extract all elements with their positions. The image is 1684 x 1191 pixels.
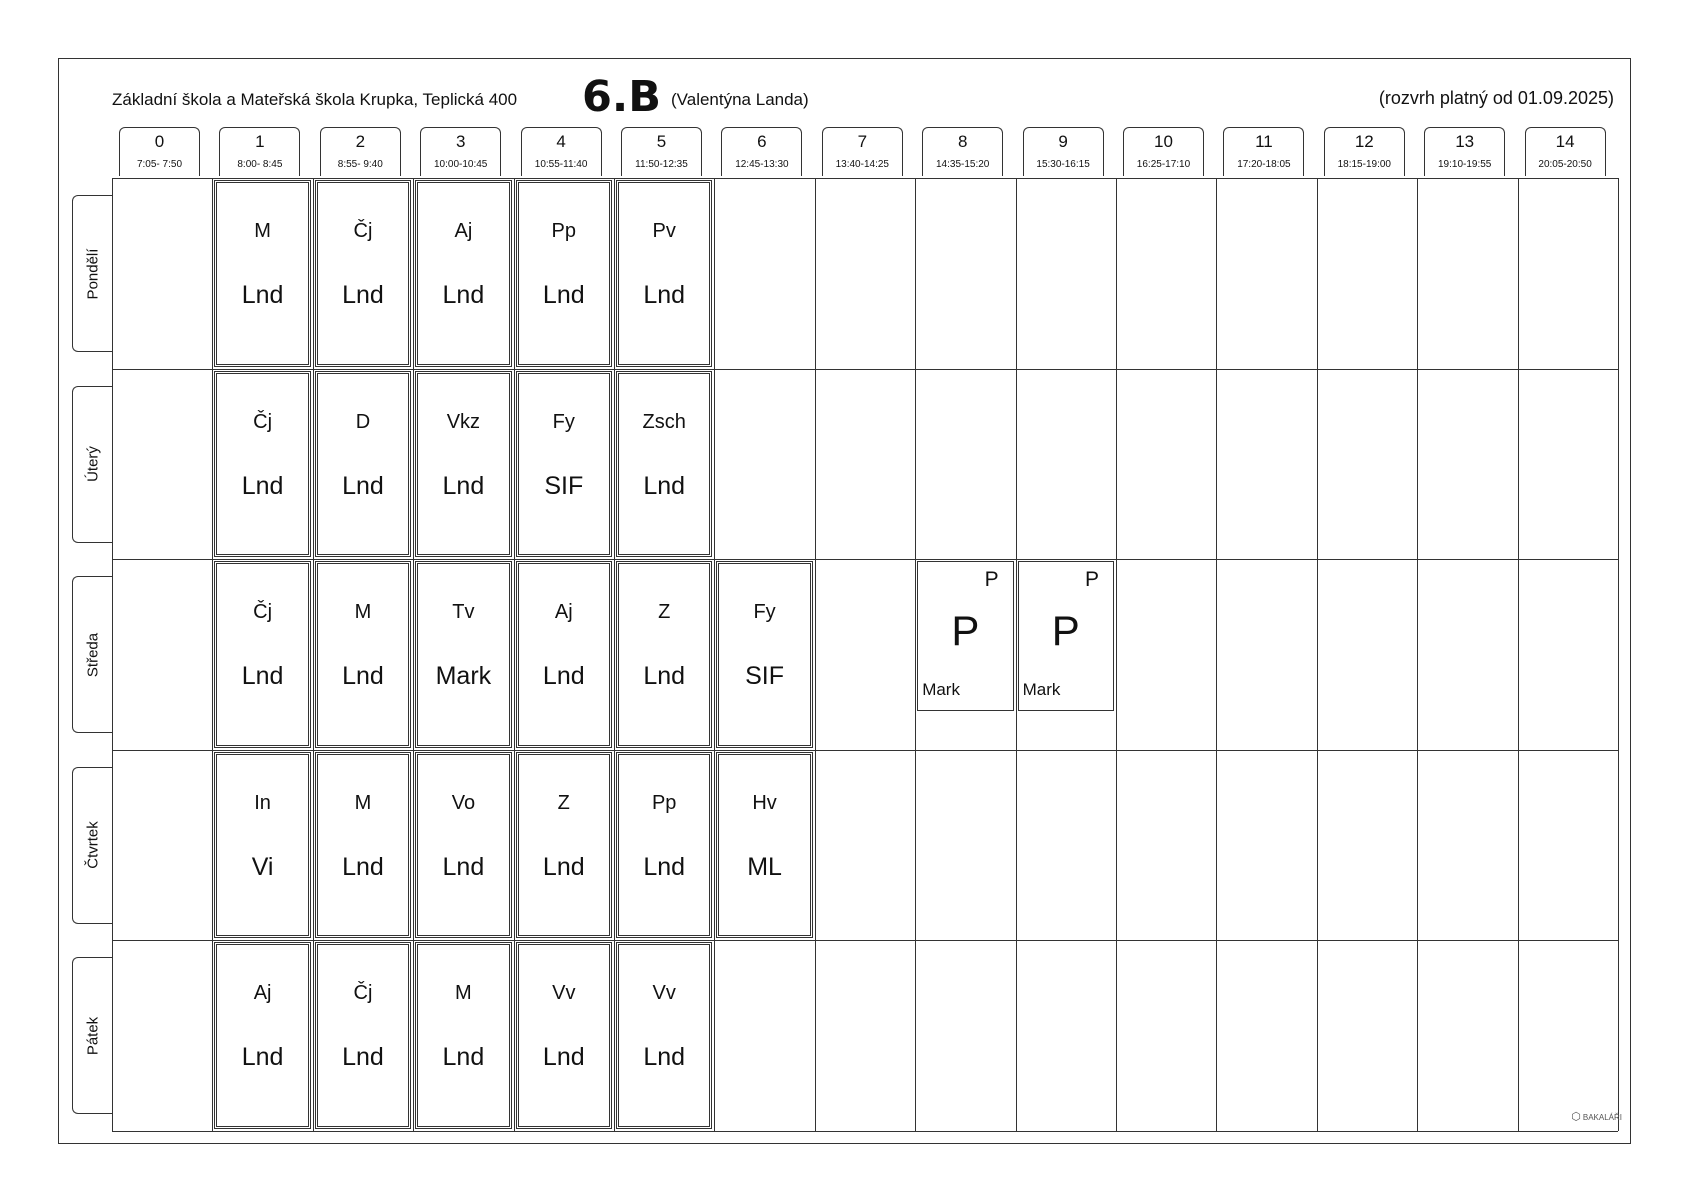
period-header-9 <box>1023 127 1104 176</box>
validity-date: (rozvrh platný od 01.09.2025) <box>1378 88 1614 108</box>
lesson-card[interactable] <box>214 371 310 558</box>
lesson-card[interactable] <box>315 942 411 1129</box>
lesson-card[interactable] <box>214 942 310 1129</box>
period-time: 20:05-20:50 <box>1538 159 1592 170</box>
lesson-subject: Vv <box>552 982 576 1005</box>
lesson-group: P <box>1084 568 1099 592</box>
lesson-card[interactable] <box>516 561 612 748</box>
lesson-teacher: Lnd <box>542 662 585 691</box>
grid-column-line <box>1518 178 1519 1131</box>
day-tab <box>72 195 112 352</box>
day-tab <box>72 767 112 924</box>
period-number: 4 <box>556 132 566 151</box>
grid-row-line <box>112 369 1618 370</box>
period-time: 12:45-13:30 <box>735 159 789 170</box>
lesson-subject: M <box>354 791 372 814</box>
grid-column-line <box>514 178 515 1131</box>
lesson-teacher: Lnd <box>442 1043 485 1072</box>
period-header-8 <box>922 127 1003 176</box>
period-header-7 <box>822 127 903 176</box>
day-label: Pátek <box>84 1016 101 1056</box>
lesson-card[interactable] <box>616 180 712 367</box>
lesson-subject: Čj <box>253 601 273 624</box>
day-tab <box>72 957 112 1114</box>
period-header-6 <box>721 127 802 176</box>
period-number: 5 <box>656 132 667 151</box>
lesson-teacher: Lnd <box>342 852 384 881</box>
grid-column-line <box>1116 178 1117 1131</box>
grid-column-line <box>1216 178 1217 1131</box>
period-number: 13 <box>1455 132 1475 151</box>
grid-column-line <box>1317 178 1318 1131</box>
period-time: 11:50-12:35 <box>635 159 688 170</box>
lesson-subject: M <box>354 601 372 624</box>
lesson-teacher: Lnd <box>542 1043 585 1072</box>
lesson-card[interactable] <box>415 561 511 748</box>
school-name: Základní škola a Mateřská škola Krupka, Teplická 400 <box>112 90 518 109</box>
day-label: Čtvrtek <box>84 821 101 870</box>
period-number: 7 <box>857 132 868 151</box>
lesson-teacher: Lnd <box>643 281 686 309</box>
lesson-teacher: Lnd <box>342 662 384 691</box>
lesson-teacher: Lnd <box>643 662 686 691</box>
lesson-card[interactable] <box>214 180 310 367</box>
logo-text: BAKALÁŘI <box>1582 1113 1622 1122</box>
lesson-subject: Pp <box>651 791 677 814</box>
lesson-subject: M <box>254 220 271 242</box>
lesson-teacher: ML <box>747 852 782 881</box>
lesson-card[interactable] <box>214 752 310 939</box>
lesson-subject: Hv <box>752 791 777 814</box>
grid-column-line <box>1417 178 1418 1131</box>
grid-row-line <box>112 178 1618 179</box>
lesson-card[interactable] <box>616 942 712 1129</box>
period-time: 13:40-14:25 <box>835 159 889 170</box>
lesson-teacher: Lnd <box>643 471 686 500</box>
lesson-subject: M <box>455 982 472 1005</box>
lesson-subject: Vo <box>451 791 476 814</box>
lesson-teacher: Lnd <box>342 471 384 500</box>
lesson-card[interactable] <box>415 942 511 1129</box>
period-header-5 <box>621 127 702 176</box>
lesson-card[interactable] <box>616 561 712 748</box>
lesson-card[interactable] <box>616 752 712 939</box>
day-label: Středa <box>84 632 101 677</box>
grid-column-line <box>112 178 113 1131</box>
lesson-card[interactable] <box>516 371 612 558</box>
lesson-subject: Fy <box>753 601 776 624</box>
lesson-subject: Fy <box>552 410 575 433</box>
lesson-card[interactable] <box>616 371 712 558</box>
lesson-subject: Čj <box>353 220 373 242</box>
period-time: 18:15-19:00 <box>1337 159 1391 170</box>
hexagon-icon: ⬡ <box>1571 1111 1581 1123</box>
period-number: 12 <box>1354 132 1374 151</box>
grid-column-line <box>313 178 314 1131</box>
lesson-subject: P <box>951 607 980 655</box>
lesson-teacher: SIF <box>544 471 584 500</box>
period-number: 11 <box>1255 132 1273 151</box>
day-tab <box>72 576 112 733</box>
lesson-subject: Zsch <box>642 410 686 433</box>
grid-column-line <box>614 178 615 1131</box>
lesson-teacher: SIF <box>745 662 785 691</box>
lesson-card[interactable] <box>716 561 812 748</box>
lesson-card[interactable] <box>1018 561 1114 711</box>
lesson-subject: Pv <box>652 220 676 242</box>
grid-column-line <box>413 178 414 1131</box>
lesson-teacher: Lnd <box>241 281 284 309</box>
lesson-card[interactable] <box>516 752 612 939</box>
period-header-11 <box>1223 127 1304 176</box>
period-time: 10:00-10:45 <box>433 159 488 170</box>
lesson-teacher: Lnd <box>643 1043 686 1072</box>
lesson-subject: Tv <box>452 601 475 624</box>
lesson-card[interactable] <box>315 180 411 367</box>
period-header-3 <box>420 127 501 176</box>
day-tab <box>72 386 112 543</box>
period-header-12 <box>1324 127 1405 176</box>
grid-row-line <box>112 940 1618 941</box>
lesson-card[interactable] <box>415 180 511 367</box>
period-header-4 <box>521 127 602 176</box>
grid-column-line <box>212 178 213 1131</box>
lesson-teacher: Lnd <box>442 281 485 309</box>
lesson-card[interactable] <box>315 752 411 939</box>
lesson-teacher: Mark <box>435 662 492 691</box>
grid-row-line <box>112 750 1618 751</box>
period-time: 17:20-18:05 <box>1237 159 1291 170</box>
period-time: 14:35-15:20 <box>935 159 990 170</box>
grid-column-line <box>915 178 916 1131</box>
lesson-subject: Vv <box>652 982 676 1005</box>
lesson-teacher: Mark <box>922 680 960 700</box>
lesson-card[interactable] <box>315 371 411 558</box>
lesson-subject: Pp <box>551 220 577 242</box>
day-label: Pondělí <box>84 248 101 299</box>
lesson-teacher: Lnd <box>241 471 284 500</box>
grid-column-line <box>714 178 715 1131</box>
period-header-13 <box>1424 127 1505 176</box>
lesson-teacher: Lnd <box>442 471 485 500</box>
lesson-teacher: Lnd <box>542 281 585 309</box>
grid-row-line <box>112 559 1618 560</box>
period-number: 10 <box>1154 132 1173 151</box>
lesson-card[interactable] <box>415 371 511 558</box>
lesson-teacher: Lnd <box>442 852 485 881</box>
period-header-0 <box>119 127 200 176</box>
lesson-teacher: Lnd <box>542 852 585 881</box>
period-header-14 <box>1525 127 1606 176</box>
day-label: Úterý <box>84 446 101 483</box>
lesson-subject: Aj <box>554 601 573 624</box>
lesson-teacher: Vi <box>251 852 274 881</box>
period-number: 8 <box>957 132 968 151</box>
grid-column-line <box>815 178 816 1131</box>
period-time: 8:55- 9:40 <box>337 159 383 170</box>
lesson-subject: Z <box>658 601 671 624</box>
lesson-card[interactable] <box>415 752 511 939</box>
period-time: 19:10-19:55 <box>1437 159 1492 170</box>
lesson-subject: Čj <box>353 982 373 1005</box>
lesson-card[interactable] <box>516 942 612 1129</box>
lesson-subject: Z <box>557 791 570 814</box>
period-number: 6 <box>757 132 767 151</box>
lesson-group: P <box>984 568 999 592</box>
period-number: 2 <box>355 132 366 151</box>
period-header-2 <box>320 127 401 176</box>
lesson-subject: In <box>254 791 271 814</box>
lesson-subject: Vkz <box>446 410 481 433</box>
lesson-subject: D <box>355 410 371 433</box>
period-time: 16:25-17:10 <box>1136 159 1191 170</box>
lesson-card[interactable] <box>214 561 310 748</box>
period-number: 14 <box>1555 132 1575 151</box>
bakalari-logo <box>1571 1110 1622 1123</box>
period-header-10 <box>1123 127 1204 176</box>
lesson-teacher: Lnd <box>342 281 384 309</box>
class-teacher: (Valentýna Landa) <box>671 90 809 109</box>
lesson-subject: P <box>1051 607 1080 655</box>
lesson-teacher: Mark <box>1022 680 1061 700</box>
lesson-card[interactable] <box>315 561 411 748</box>
lesson-subject: Aj <box>253 982 272 1005</box>
lesson-subject: Čj <box>253 410 273 433</box>
grid-column-line <box>1618 178 1619 1131</box>
class-name: 6.B <box>582 72 662 122</box>
period-time: 10:55-11:40 <box>534 159 588 170</box>
lesson-card[interactable] <box>917 561 1013 711</box>
lesson-teacher: Lnd <box>241 1043 284 1072</box>
lesson-teacher: Lnd <box>643 852 686 881</box>
period-time: 8:00- 8:45 <box>237 159 283 170</box>
grid-column-line <box>1016 178 1017 1131</box>
period-header-1 <box>219 127 300 176</box>
period-number: 3 <box>455 132 466 151</box>
grid-row-line <box>112 1131 1618 1132</box>
lesson-teacher: Lnd <box>342 1043 384 1072</box>
period-number: 9 <box>1058 132 1068 151</box>
lesson-card[interactable] <box>516 180 612 367</box>
lesson-teacher: Lnd <box>241 662 284 691</box>
lesson-subject: Aj <box>454 220 473 242</box>
period-number: 1 <box>255 132 265 151</box>
lesson-card[interactable] <box>716 752 812 939</box>
period-number: 0 <box>154 132 165 151</box>
period-time: 15:30-16:15 <box>1036 159 1090 170</box>
period-time: 7:05- 7:50 <box>136 159 183 170</box>
